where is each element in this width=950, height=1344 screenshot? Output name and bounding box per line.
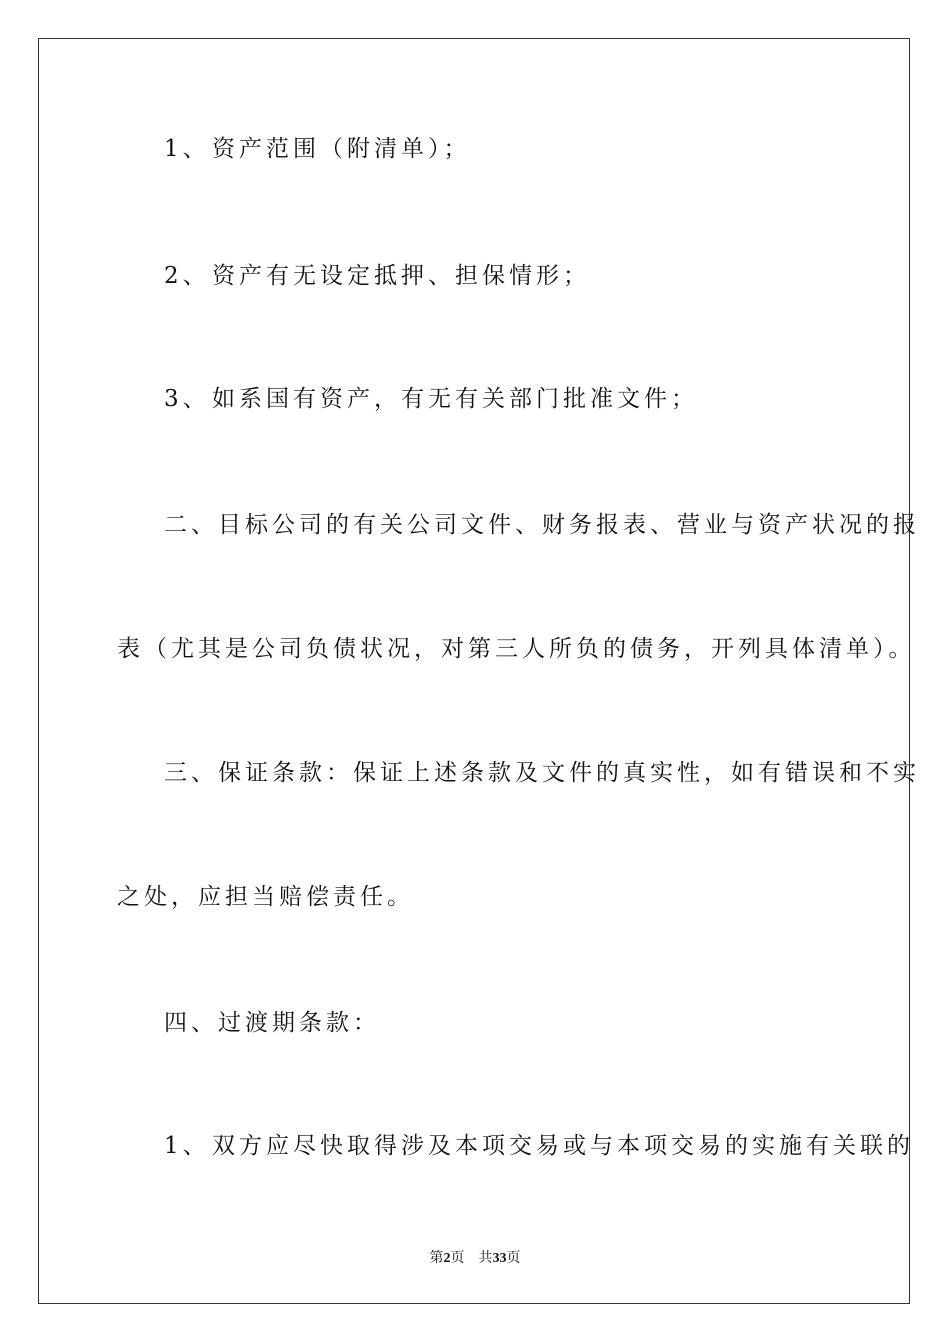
- page-border: [38, 38, 910, 1304]
- paragraph-number: 1、: [164, 1133, 210, 1159]
- footer-total-pages: 33: [492, 1251, 507, 1266]
- footer-total-suffix: 页: [506, 1251, 521, 1266]
- footer-page-number: 2: [443, 1251, 451, 1266]
- paragraph-text: 之处，应担当赔偿责任。: [117, 884, 414, 910]
- paragraph-number: 1、: [164, 136, 210, 162]
- paragraph-text: 四、过渡期条款：: [164, 1010, 380, 1036]
- paragraph-number: 3、: [164, 386, 210, 412]
- paragraph-text: 二、目标公司的有关公司文件、财务报表、营业与资产状况的报: [164, 512, 920, 538]
- paragraph-text: 资产范围（附清单）；: [212, 136, 471, 162]
- paragraph-state-asset: [164, 384, 698, 414]
- paragraph-asset-mortgage: [164, 261, 590, 291]
- paragraph-transition-item-1: [164, 1131, 914, 1161]
- paragraph-text: 表（尤其是公司负债状况，对第三人所负的债务，开列具体清单）。: [117, 636, 916, 662]
- page-footer: [0, 1247, 950, 1267]
- paragraph-text: 双方应尽快取得涉及本项交易或与本项交易的实施有关联的: [212, 1133, 914, 1159]
- paragraph-warranty-clause-continued: [117, 882, 414, 912]
- footer-page-prefix: 第: [429, 1251, 444, 1266]
- paragraph-asset-scope: [164, 134, 471, 164]
- paragraph-warranty-clause: [164, 758, 920, 788]
- paragraph-transition-heading: [164, 1008, 380, 1038]
- footer-total-prefix: 共: [478, 1251, 493, 1266]
- footer-page-suffix: 页: [450, 1251, 465, 1266]
- paragraph-text: 资产有无设定抵押、担保情形；: [212, 263, 590, 289]
- paragraph-number: 2、: [164, 263, 210, 289]
- paragraph-text: 三、保证条款：保证上述条款及文件的真实性，如有错误和不实: [164, 760, 920, 786]
- paragraph-company-documents: [164, 510, 920, 540]
- paragraph-text: 如系国有资产，有无有关部门批准文件；: [212, 386, 698, 412]
- paragraph-company-documents-continued: [117, 634, 916, 664]
